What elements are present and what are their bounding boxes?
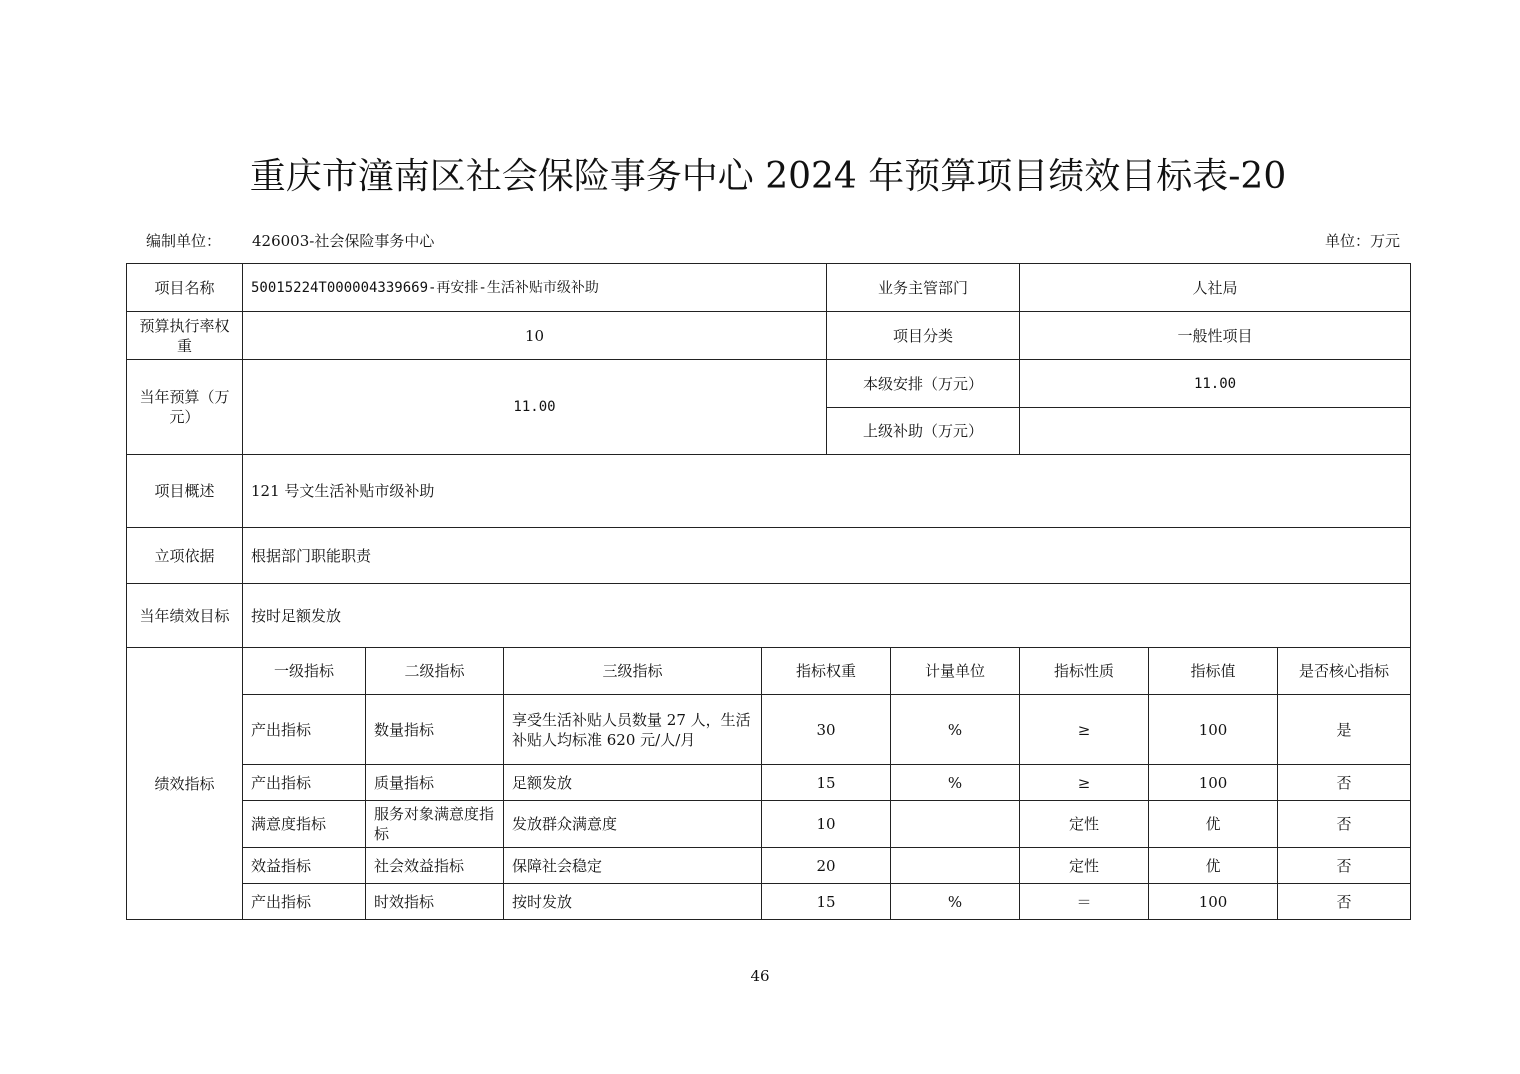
local-value: 11.00 — [1020, 360, 1411, 408]
indicator-value: 优 — [1149, 801, 1278, 848]
compiling-unit-value: 426003-社会保险事务中心 — [252, 232, 435, 250]
indicator-l2: 质量指标 — [366, 765, 504, 801]
project-name-value: 50015224T000004339669-再安排-生活补贴市级补助 — [243, 264, 827, 312]
indicator-core: 否 — [1278, 848, 1411, 884]
currency-unit: 单位：万元 — [1324, 232, 1400, 250]
indicator-weight: 10 — [762, 801, 891, 848]
page-title: 重庆市潼南区社会保险事务中心 2024 年预算项目绩效目标表-20 — [249, 156, 1287, 197]
indicator-l3: 发放群众满意度 — [504, 801, 762, 848]
indicator-unit — [891, 801, 1020, 848]
weight-value: 10 — [243, 312, 827, 360]
indicator-nature: ＝ — [1020, 884, 1149, 920]
indicator-l1: 满意度指标 — [243, 801, 366, 848]
upper-label: 上级补助（万元） — [827, 408, 1020, 455]
basis-label: 立项依据 — [127, 528, 243, 584]
budget-value: 11.00 — [243, 360, 827, 455]
indicator-weight: 15 — [762, 884, 891, 920]
header-l2: 二级指标 — [366, 648, 504, 695]
indicator-l3: 足额发放 — [504, 765, 762, 801]
indicator-weight: 15 — [762, 765, 891, 801]
indicator-value: 100 — [1149, 765, 1278, 801]
indicator-weight: 30 — [762, 695, 891, 765]
indicator-nature: 定性 — [1020, 848, 1149, 884]
indicator-value: 优 — [1149, 848, 1278, 884]
compiling-unit — [146, 230, 434, 251]
header-nature: 指标性质 — [1020, 648, 1149, 695]
basis-value: 根据部门职能职责 — [243, 528, 1411, 584]
indicator-core: 是 — [1278, 695, 1411, 765]
indicator-row — [127, 765, 1411, 801]
indicator-l1: 产出指标 — [243, 765, 366, 801]
header-unit: 计量单位 — [891, 648, 1020, 695]
budget-label: 当年预算（万元） — [127, 360, 243, 455]
indicator-unit: % — [891, 765, 1020, 801]
header-l1: 一级指标 — [243, 648, 366, 695]
indicator-core: 否 — [1278, 801, 1411, 848]
dept-value: 人社局 — [1020, 264, 1411, 312]
indicator-nature: ≥ — [1020, 765, 1149, 801]
indicator-value: 100 — [1149, 884, 1278, 920]
indicator-nature: 定性 — [1020, 801, 1149, 848]
indicator-l3: 按时发放 — [504, 884, 762, 920]
indicator-row — [127, 848, 1411, 884]
indicator-l1: 产出指标 — [243, 884, 366, 920]
dept-label: 业务主管部门 — [827, 264, 1020, 312]
indicator-unit — [891, 848, 1020, 884]
indicator-value: 100 — [1149, 695, 1278, 765]
local-label: 本级安排（万元） — [827, 360, 1020, 408]
indicator-core: 否 — [1278, 884, 1411, 920]
table-row — [127, 264, 1411, 312]
header-l3: 三级指标 — [504, 648, 762, 695]
table-row — [127, 455, 1411, 528]
upper-value — [1020, 408, 1411, 455]
goal-value: 按时足额发放 — [243, 584, 1411, 648]
indicator-l3: 享受生活补贴人员数量 27 人，生活补贴人均标准 620 元/人/月 — [504, 695, 762, 765]
indicator-row — [127, 801, 1411, 848]
indicator-row — [127, 884, 1411, 920]
indicator-l2: 社会效益指标 — [366, 848, 504, 884]
indicator-l1: 产出指标 — [243, 695, 366, 765]
page-number: 46 — [750, 967, 770, 985]
indicator-l1: 效益指标 — [243, 848, 366, 884]
indicator-l2: 时效指标 — [366, 884, 504, 920]
table-row — [127, 312, 1411, 360]
indicators-section-label: 绩效指标 — [127, 648, 243, 920]
table-row — [127, 360, 1411, 408]
indicator-l3: 保障社会稳定 — [504, 848, 762, 884]
goal-label: 当年绩效目标 — [127, 584, 243, 648]
category-label: 项目分类 — [827, 312, 1020, 360]
indicator-row — [127, 695, 1411, 765]
indicator-core: 否 — [1278, 765, 1411, 801]
header-value: 指标值 — [1149, 648, 1278, 695]
header-core: 是否核心指标 — [1278, 648, 1411, 695]
table-row — [127, 528, 1411, 584]
project-name-label: 项目名称 — [127, 264, 243, 312]
overview-value: 121 号文生活补贴市级补助 — [243, 455, 1411, 528]
performance-target-table — [126, 263, 1411, 920]
table-row — [127, 584, 1411, 648]
indicator-l2: 服务对象满意度指标 — [366, 801, 504, 848]
indicator-header-row — [127, 648, 1411, 695]
indicator-unit: % — [891, 884, 1020, 920]
category-value: 一般性项目 — [1020, 312, 1411, 360]
indicator-l2: 数量指标 — [366, 695, 504, 765]
indicator-nature: ≥ — [1020, 695, 1149, 765]
indicator-unit: % — [891, 695, 1020, 765]
indicator-weight: 20 — [762, 848, 891, 884]
weight-label: 预算执行率权重 — [127, 312, 243, 360]
overview-label: 项目概述 — [127, 455, 243, 528]
compiling-unit-label: 编制单位： — [146, 232, 222, 250]
header-weight: 指标权重 — [762, 648, 891, 695]
